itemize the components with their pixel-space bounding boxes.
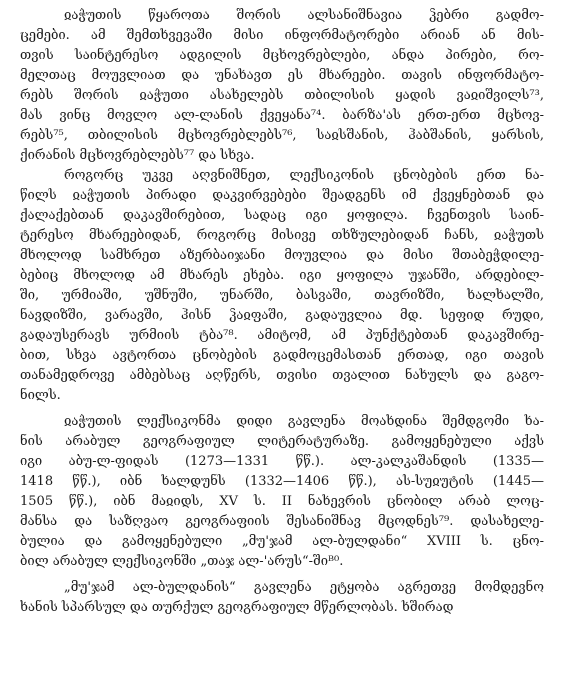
body-text xyxy=(20,6,544,618)
text-line: ბით, სხვა ავტორთა ცნობების გადმოცემასთან ერთად, იგი თავის xyxy=(20,348,544,363)
text-line: ნის არაბულ გეოგრაფიულ ლიტერატურაზე. გამოყენებული აქვს xyxy=(20,434,544,449)
text-line: „მუ'ჯამ ალ-ბულდანის“ გავლენა ეტყობა აგრეთვე მომდევნო xyxy=(64,580,544,595)
text-line: თანამედროვე ამბებსაც აღწერს, თვისი თვალით ნახულს და გაგო- xyxy=(20,368,544,383)
text-line: იგი აბუ-ლ-ფიდას (1273—1331 წწ.). ალ-კალკაშანდის (1335— xyxy=(20,454,544,469)
paragraph xyxy=(20,166,544,406)
paragraph xyxy=(20,6,544,166)
text-line: ბულია და გამოყენებული „მუ'ჯამ ალ-ბულდანი“ XVIII ს. ცნო- xyxy=(20,534,544,549)
text-line: როგორც უკვე აღვნიშნეთ, ლექსიკონის ცნობების ერთ ნა- xyxy=(64,168,544,183)
text-line: ჲაჭუთის ლექსიკონმა დიდი გავლენა მოახდინა შემდგომი ხა- xyxy=(64,414,544,429)
text-line: ნილს. xyxy=(20,388,61,403)
text-line: ჲაჭუთის წყაროთა შორის ალსანიშნავია ჴებრი გადმო- xyxy=(64,8,544,23)
text-line: ცემები. ამ შემთხვევაში მისი ინფორმატორები არიან ან მის- xyxy=(20,28,544,43)
text-line: მელთაც მოუვლიათ და უნახავთ ეს მხარეები. თავის ინფორმატო- xyxy=(20,68,544,83)
text-line: თვის საინტერესო ადგილის მცხოვრებლები, ანდა პირები, რო- xyxy=(20,48,544,63)
text-line: 1418 წწ.), იბნ ხალდუნს (1332—1406 წწ.), ას-სუჲუტის (1445— xyxy=(20,474,544,489)
text-line: 1505 წწ.), იბნ მაჲიდს, XV ს. II ნახევრის ცნობილ არაბ ლოც- xyxy=(20,494,544,509)
text-line: ტერესო მხარეებიდან, როგორც მისივე თხზულებიდან ჩანს, ჲაჭუთს xyxy=(20,228,544,243)
text-line: ბილ არაბულ ლექსიკონში „თაჯ ალ-'არუს“-შიᴮ⁰. xyxy=(20,554,344,569)
paragraph xyxy=(20,412,544,572)
text-line: გადაუსერავს ურმიის ტბა⁷⁸. ამიტომ, ამ პუნქტებთან დაკავშირე- xyxy=(20,328,544,343)
text-line: ქალაქებთან დაკავშირებით, სადაც იგი ყოფილა. ჩვენთვის საინ- xyxy=(20,208,544,223)
text-line: ბებიც მხოლოდ ამ მხარეს ეხება. იგი ყოფილა უჯანში, არდებილ- xyxy=(20,268,544,283)
paragraph xyxy=(20,578,544,618)
text-line: წილს ჲაჭუთის პირადი დაკვირვებები შეადგენს იმ ქვეყნებთან და xyxy=(20,188,544,203)
text-line: რებს⁷⁵, თბილისის მცხოვრებლებს⁷⁶, საჲსშანის, ჰაბშანის, ყარსის, xyxy=(20,128,544,143)
text-line: მანსა და საზღვაო გეოგრაფიის შესანიშნავ მცოდნეს⁷⁹. დასახელე- xyxy=(20,514,544,529)
text-line: ნავდიზში, ვარავში, ჰისნ ჴაჲფაში, გადაუვლია მდ. სეფიდ რუდი, xyxy=(20,308,544,323)
text-line: მხოლოდ სამხრეთ აზერბაიჯანი მოუვლია და მისი შთაბეჭდილე- xyxy=(20,248,544,263)
text-line: ქირანის მცხოვრებლებს⁷⁷ და სხვა. xyxy=(20,148,255,163)
text-line: ში, ურმიაში, უშნუში, უნარში, ბასვაში, თავრიზში, ხალხალში, xyxy=(20,288,544,303)
text-line: ხანის სპარსულ და თურქულ გეოგრაფიულ მწერლობას. ხშირად xyxy=(20,600,454,615)
text-line: მას ვინც მოვლო ალ-ლანის ქვეყანა⁷⁴. ბარზა'ას ერთ-ერთ მცხოვ- xyxy=(20,108,544,123)
text-line: რებს შორის ჲაჭუთი ასახელებს თბილისის ყადის ვაჲიშვილს⁷³, xyxy=(20,88,544,103)
